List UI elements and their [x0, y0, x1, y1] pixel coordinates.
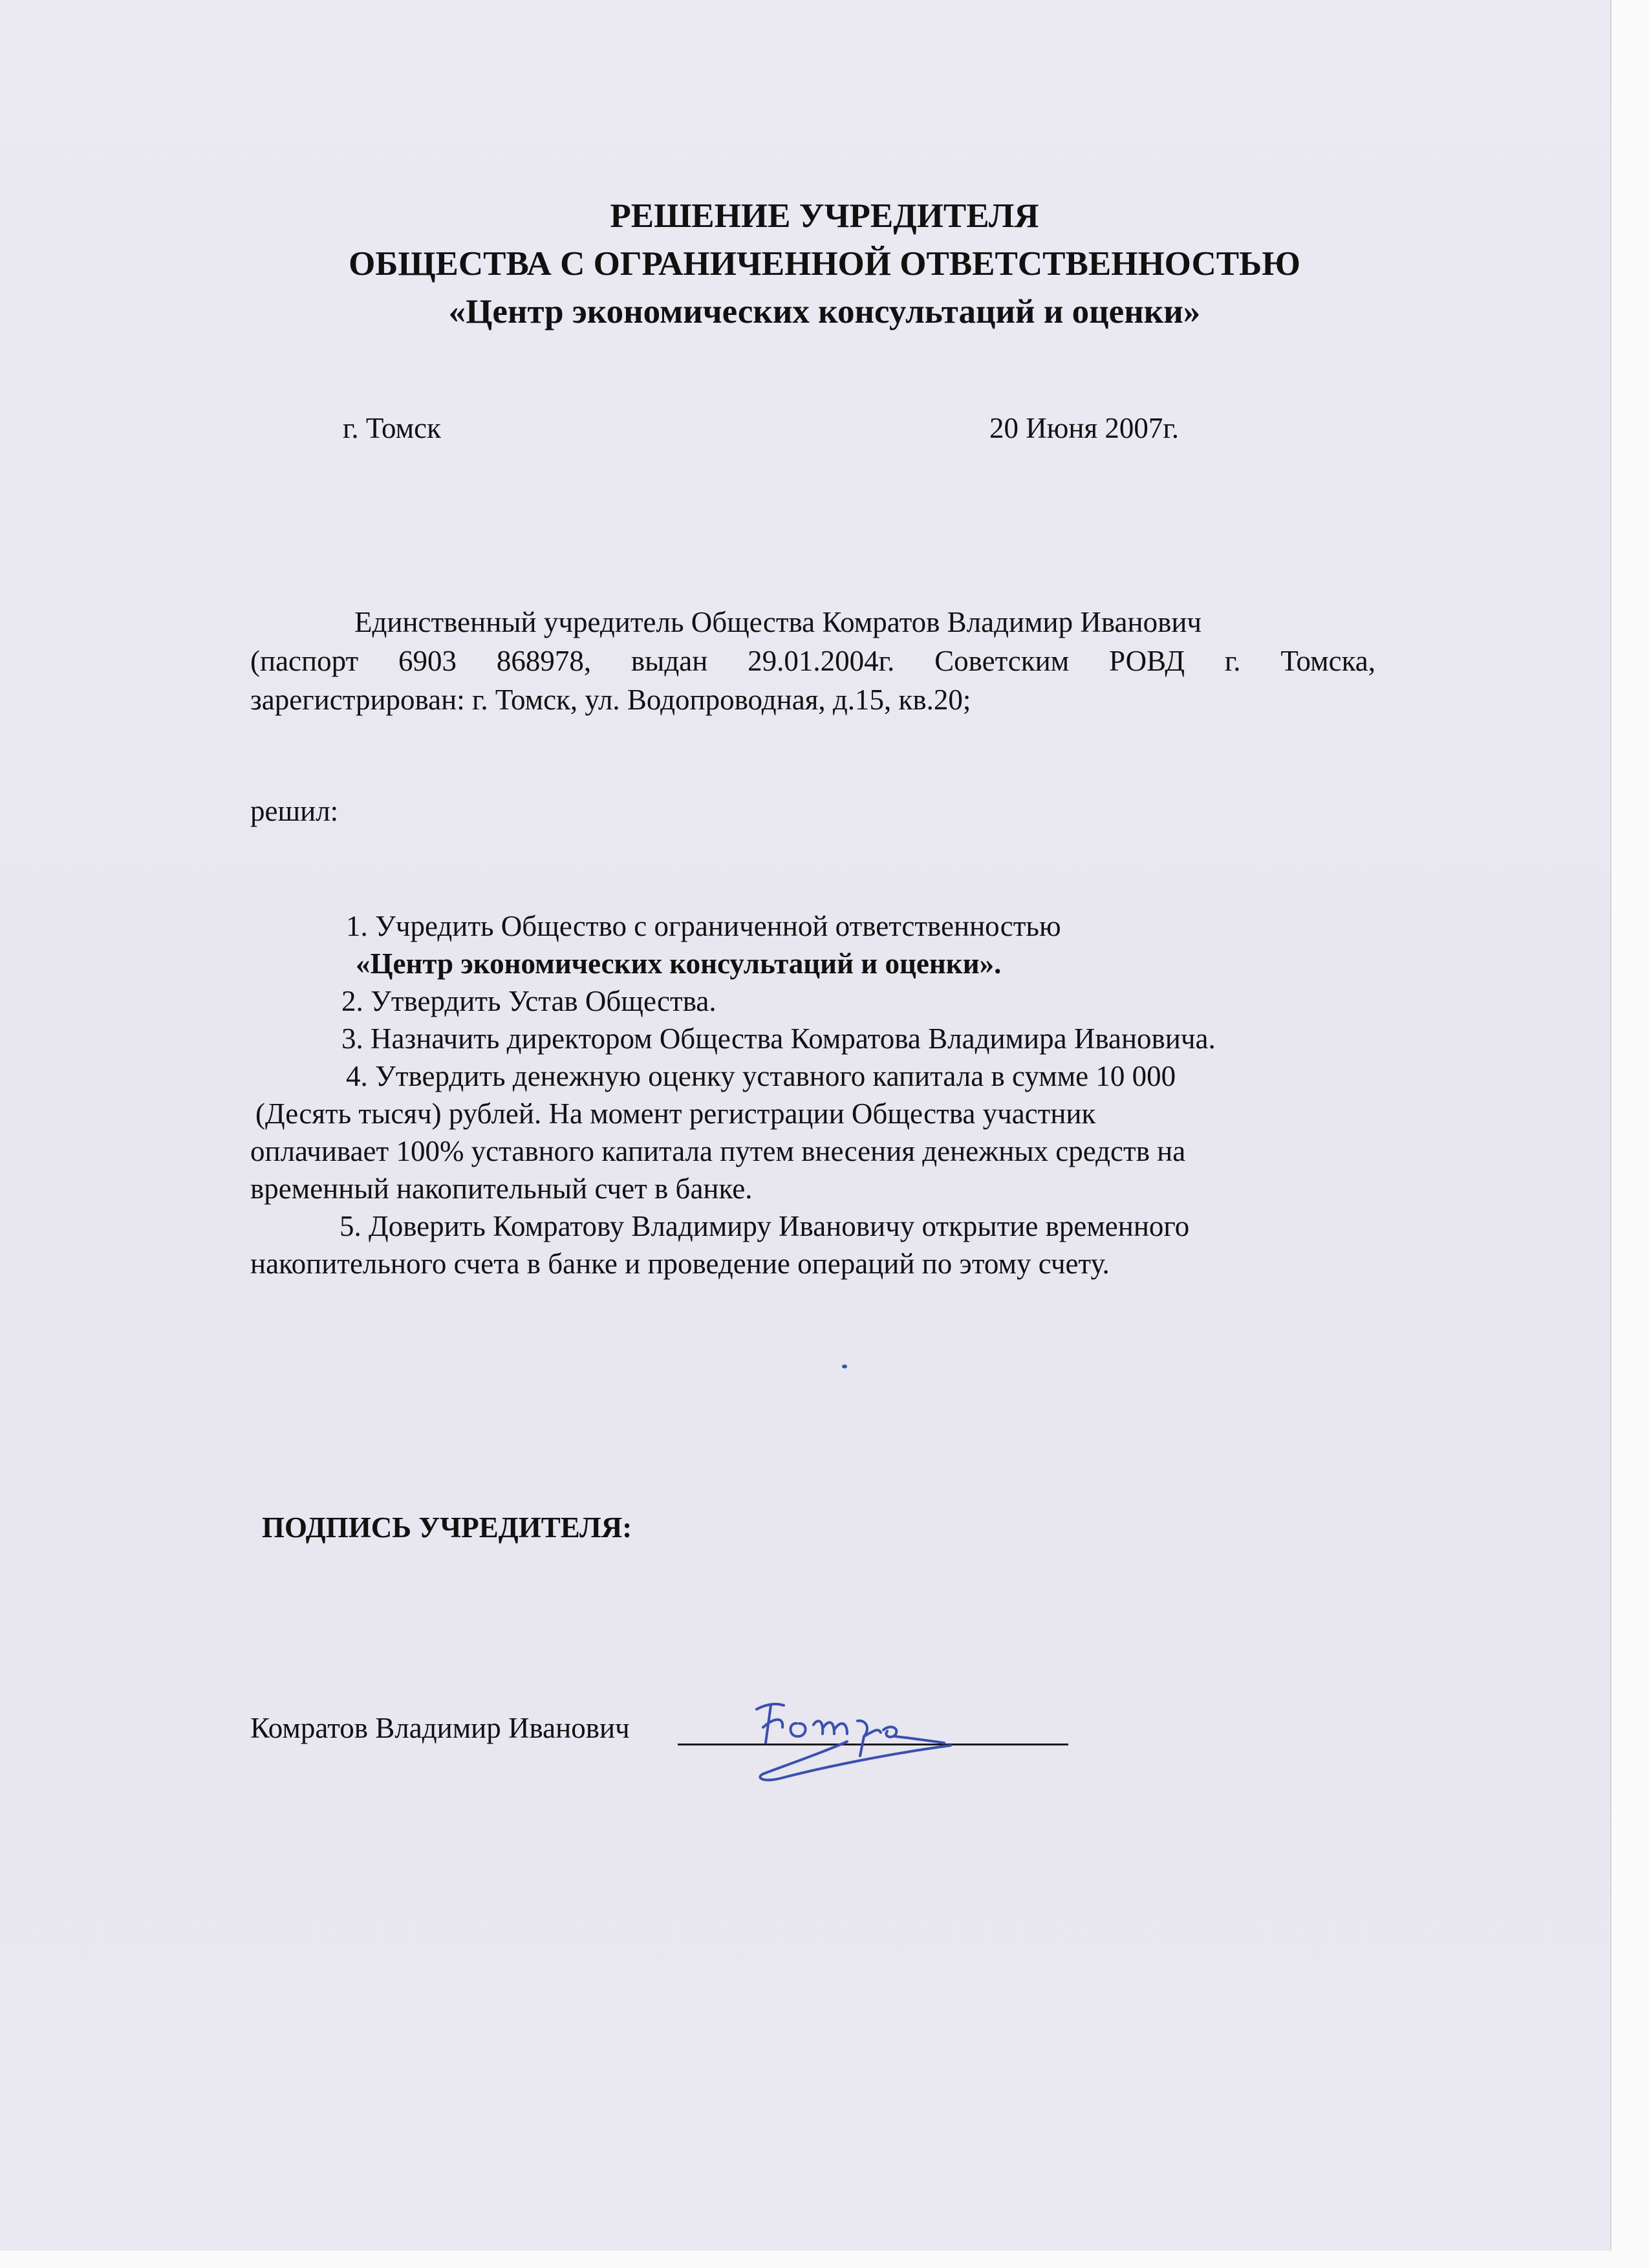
item-5-line-1: 5. Доверить Комратову Владимиру Ивановичу открытие временного	[339, 1210, 1190, 1242]
intro-line-2: (паспорт 6903 868978, выдан 29.01.2004г. Советским РОВД г. Томска,	[250, 647, 1375, 677]
item-4-line-3: оплачивает 100% уставного капитала путем внесения денежных средств на	[250, 1135, 1186, 1167]
scan-bottom-edge	[0, 2251, 1649, 2268]
item-2: 2. Утвердить Устав Общества.	[341, 985, 717, 1017]
signatory-name: Комратов Владимир Иванович	[250, 1712, 630, 1744]
intro-line-3: зарегистрирован: г. Томск, ул. Водопроводная, д.15, кв.20;	[250, 684, 971, 716]
item-3: 3. Назначить директором Общества Комратова Владимира Ивановича.	[341, 1022, 1216, 1055]
item-4-line-4: временный накопительный счет в банке.	[250, 1172, 753, 1205]
title-line-3: «Центр экономических консультаций и оценки»	[448, 293, 1201, 330]
scan-edge	[1610, 0, 1649, 2268]
intro-line-1: Единственный учредитель Общества Комратов Владимир Иванович	[354, 606, 1202, 638]
city: г. Томск	[343, 412, 441, 444]
item-5-line-2: накопительного счета в банке и проведение операций по этому счету.	[250, 1247, 1110, 1280]
item-4-line-1: 4. Утвердить денежную оценку уставного капитала в сумме 10 000	[346, 1060, 1176, 1092]
handwritten-signature	[737, 1691, 983, 1788]
item-1-line-1: 1. Учредить Общество с ограниченной ответственностью	[346, 910, 1061, 942]
ink-mark	[842, 1365, 847, 1368]
title-line-1: РЕШЕНИЕ УЧРЕДИТЕЛЯ	[610, 197, 1039, 235]
signature-heading: ПОДПИСЬ УЧРЕДИТЕЛЯ:	[262, 1511, 632, 1544]
date: 20 Июня 2007г.	[989, 412, 1180, 444]
decided-label: решил:	[250, 795, 339, 827]
item-4-line-2: (Десять тысяч) рублей. На момент регистрации Общества участник	[255, 1097, 1096, 1130]
item-1-line-2: «Центр экономических консультаций и оценки».	[356, 947, 1002, 980]
title-line-2: ОБЩЕСТВА С ОГРАНИЧЕННОЙ ОТВЕТСТВЕННОСТЬЮ	[349, 245, 1300, 283]
